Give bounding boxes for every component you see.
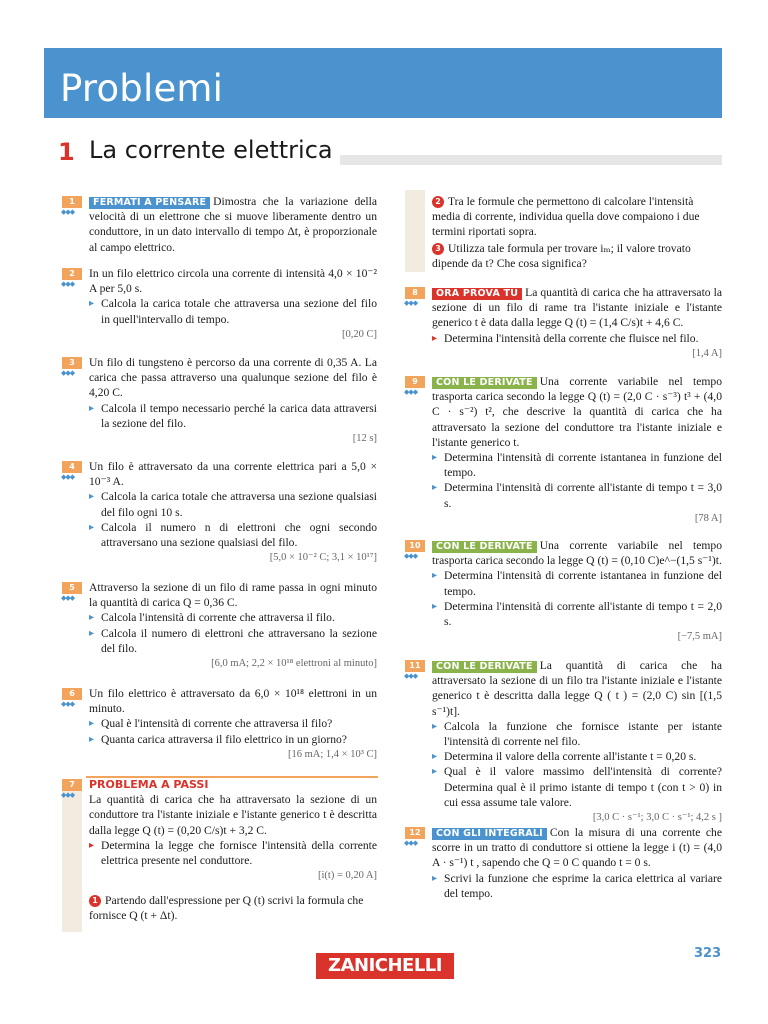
problem-bullet: ▸ Quanta carica attraversa il filo elettrico in un giorno? xyxy=(89,732,377,747)
page-number: 323 xyxy=(694,946,722,961)
problem-text: Un filo è attraversato da una corrente elettrica pari a 5,0 × 10⁻³ A. xyxy=(89,460,377,489)
difficulty-dots-icon: ◆◆◆ xyxy=(404,388,418,396)
step-text: Partendo dall'espressione per Q (t) scrivi la formula che fornisce Q (t + Δt). xyxy=(89,894,364,923)
problem-7-gutter-continued xyxy=(405,190,425,272)
difficulty-dots-icon: ◆◆◆ xyxy=(404,552,418,560)
problem-text: La quantità di carica che ha attraversato la sezione di un conduttore tra l'istante iniziale e l'istante generico t è descritta dalla legge Q (t) = (0,20 C/s)t + 3,2 C. xyxy=(89,793,377,837)
problem-bullet: ▸ Calcola l'intensità di corrente che attraversa il filo. xyxy=(89,610,377,625)
step-text: Utilizza tale formula per trovare iₘ; il valore trovato dipende da t? Che cosa significa? xyxy=(432,242,691,271)
problem-number: 7 xyxy=(62,779,82,791)
problem-number: 10 xyxy=(405,540,425,552)
problem-7-gutter xyxy=(62,790,82,932)
problem-bullet: ▸ Determina l'intensità di corrente all'istante di tempo t = 3,0 s. xyxy=(432,480,722,510)
step-2 xyxy=(432,194,722,240)
problem-number: 11 xyxy=(405,660,425,672)
problem-3 xyxy=(89,355,377,446)
problem-answer: [1,4 A] xyxy=(692,347,722,359)
problem-answer: [−7,5 mA] xyxy=(677,631,722,643)
page-title: Problemi xyxy=(60,67,224,110)
problem-answer: [6,0 mA; 2,2 × 10¹⁸ elettroni al minuto] xyxy=(211,658,377,670)
problem-tag: CON LE DERIVATE xyxy=(432,541,537,553)
problem-10 xyxy=(432,538,722,644)
problem-bullet: ▸ Determina l'intensità di corrente all'istante di tempo t = 2,0 s. xyxy=(432,599,722,629)
difficulty-dots-icon: ◆◆◆ xyxy=(404,839,418,847)
problem-11 xyxy=(432,658,722,825)
problem-tag: ORA PROVA TU xyxy=(432,288,522,300)
step-number: 2 xyxy=(432,196,444,208)
problem-1 xyxy=(89,194,377,255)
problem-12 xyxy=(432,825,722,901)
problem-bullet: ▸ Determina la legge che fornisce l'intensità della corrente elettrica presente nel conduttore. xyxy=(89,838,377,868)
problem-bullet: ▸ Calcola la carica totale che attraversa una sezione qualsiasi del filo ogni 10 s. xyxy=(89,489,377,519)
problem-number: 3 xyxy=(62,357,82,369)
problem-heading: PROBLEMA A PASSI xyxy=(89,778,209,791)
problem-bullet: ▸ Calcola la funzione che fornisce istante per istante l'intensità di corrente nel filo. xyxy=(432,719,722,749)
step-3 xyxy=(432,241,722,271)
difficulty-dots-icon: ◆◆◆ xyxy=(404,672,418,680)
difficulty-dots-icon: ◆◆◆ xyxy=(61,280,75,288)
problem-bullet: ▸ Scrivi la funzione che esprime la carica elettrica al variare del tempo. xyxy=(432,871,722,901)
section-title-bar xyxy=(340,155,722,165)
problem-text: La quantità di carica che ha attraversato la sezione di un filo tra l'istante iniziale e l'istante generico t è descritta dalla legge Q ( t ) = (2,0 C) sin [(1,5 s⁻¹)t]. xyxy=(432,659,722,718)
difficulty-dots-icon: ◆◆◆ xyxy=(61,700,75,708)
problem-8 xyxy=(432,285,722,361)
problem-bullet: ▸ Calcola il numero di elettroni che attraversano la sezione del filo. xyxy=(89,626,377,656)
problem-text: In un filo elettrico circola una corrente di intensità 4,0 × 10⁻² A per 5,0 s. xyxy=(89,267,377,296)
problem-answer: [16 mA; 1,4 × 10³ C] xyxy=(288,748,377,760)
step-number: 3 xyxy=(432,243,444,255)
problem-2 xyxy=(89,266,377,342)
problem-number: 2 xyxy=(62,268,82,280)
problem-number: 6 xyxy=(62,688,82,700)
problem-answer: [i(t) = 0,20 A] xyxy=(318,870,377,882)
problem-bullet: ▸ Calcola il tempo necessario perché la carica data attraversi la sezione del filo. xyxy=(89,401,377,431)
difficulty-dots-icon: ◆◆◆ xyxy=(61,791,75,799)
problem-number: 9 xyxy=(405,376,425,388)
problem-bullet: ▸ Qual è il valore massimo dell'intensità di corrente? Determina qual è il primo istante di tempo t (con t > 0) in cui essa assume tale valore. xyxy=(432,764,722,810)
problem-answer: [78 A] xyxy=(694,512,722,524)
problem-text: Una corrente variabile nel tempo trasporta carica secondo la legge Q (t) = (0,10 C)e^−(1,5 s⁻¹)t. xyxy=(432,539,722,568)
difficulty-dots-icon: ◆◆◆ xyxy=(61,473,75,481)
problem-number: 5 xyxy=(62,582,82,594)
problem-text: Attraverso la sezione di un filo di rame passa in ogni minuto la quantità di carica Q = 0,36 C. xyxy=(89,581,377,610)
problem-tag: CON LE DERIVATE xyxy=(432,377,537,389)
problem-answer: [3,0 C · s⁻¹; 3,0 C · s⁻¹; 4,2 s ] xyxy=(592,812,722,824)
step-number: 1 xyxy=(89,895,101,907)
problem-number: 8 xyxy=(405,287,425,299)
problem-7 xyxy=(89,777,377,883)
step-1 xyxy=(89,893,377,923)
difficulty-dots-icon: ◆◆◆ xyxy=(61,369,75,377)
section-title: La corrente elettrica xyxy=(89,136,333,164)
problem-answer: [0,20 C] xyxy=(342,328,377,340)
problem-6 xyxy=(89,686,377,762)
problem-text: Con la misura di una corrente che scorre in un tratto di conduttore si ottiene la legge i (t) = (4,0 A · s⁻¹) t , sapendo che Q = 0 C quando t = 0 s. xyxy=(432,826,722,870)
problem-bullet: ▸ Determina l'intensità della corrente che fluisce nel filo. xyxy=(432,331,722,346)
problem-tag: CON GLI INTEGRALI xyxy=(432,828,547,840)
problem-text: Dimostra che la variazione della velocità di un elettrone che si muove liberamente dentro un conduttore, in un dato intervallo di tempo Δt, è proporzionale al campo elettrico. xyxy=(89,195,377,254)
problem-bullet: ▸ Calcola la carica totale che attraversa una sezione del filo in quell'intervallo di tempo. xyxy=(89,296,377,326)
top-margin xyxy=(0,0,768,44)
problem-number: 12 xyxy=(405,827,425,839)
bottom-margin xyxy=(0,980,768,1024)
difficulty-dots-icon: ◆◆◆ xyxy=(61,208,75,216)
problem-5 xyxy=(89,580,377,671)
difficulty-dots-icon: ◆◆◆ xyxy=(404,299,418,307)
problem-tag: FERMATI A PENSARE xyxy=(89,197,210,209)
problem-number: 1 xyxy=(62,196,82,208)
problem-4 xyxy=(89,459,377,565)
problem-bullet: ▸ Calcola il numero n di elettroni che ogni secondo attraversano una sezione qualsiasi del filo. xyxy=(89,520,377,550)
section-number: 1 xyxy=(58,138,75,166)
problem-text: La quantità di carica che ha attraversato la sezione di un filo di rame tra l'istante iniziale e l'istante generico t è data dalla legge Q (t) = (1,4 C/s)t + 4,6 C. xyxy=(432,286,722,330)
problem-answer: [12 s] xyxy=(352,433,377,445)
difficulty-dots-icon: ◆◆◆ xyxy=(61,594,75,602)
problem-9 xyxy=(432,374,722,526)
problem-bullet: ▸ Qual è l'intensità di corrente che attraversa il filo? xyxy=(89,716,377,731)
problem-text: Un filo di tungsteno è percorso da una corrente di 0,35 A. La carica che passa attraverso una qualunque sezione del filo è 4,20 C. xyxy=(89,356,377,400)
problem-bullet: ▸ Determina l'intensità di corrente istantanea in funzione del tempo. xyxy=(432,568,722,598)
problem-text: Una corrente variabile nel tempo trasporta carica secondo la legge Q (t) = (2,0 C · s⁻³) t³ + (4,0 C · s⁻²) t², che descrive la quantità di carica che ha attraversato la sezione del conduttore tra l'istante iniziale e l'istante generico t. xyxy=(432,375,722,449)
publisher-logo: ZANICHELLI xyxy=(316,953,454,979)
problem-bullet: ▸ Determina il valore della corrente all'istante t = 0,20 s. xyxy=(432,749,722,764)
step-text: Tra le formule che permettono di calcolare l'intensità media di corrente, individua quella dove compaiono i due termini riportati sopra. xyxy=(432,195,700,239)
problem-number: 4 xyxy=(62,461,82,473)
problem-bullet: ▸ Determina l'intensità di corrente istantanea in funzione del tempo. xyxy=(432,450,722,480)
problem-text: Un filo elettrico è attraversato da 6,0 × 10¹⁸ elettroni in un minuto. xyxy=(89,687,377,716)
problem-tag: CON LE DERIVATE xyxy=(432,661,537,673)
problem-answer: [5,0 × 10⁻² C; 3,1 × 10¹⁷] xyxy=(269,552,377,564)
